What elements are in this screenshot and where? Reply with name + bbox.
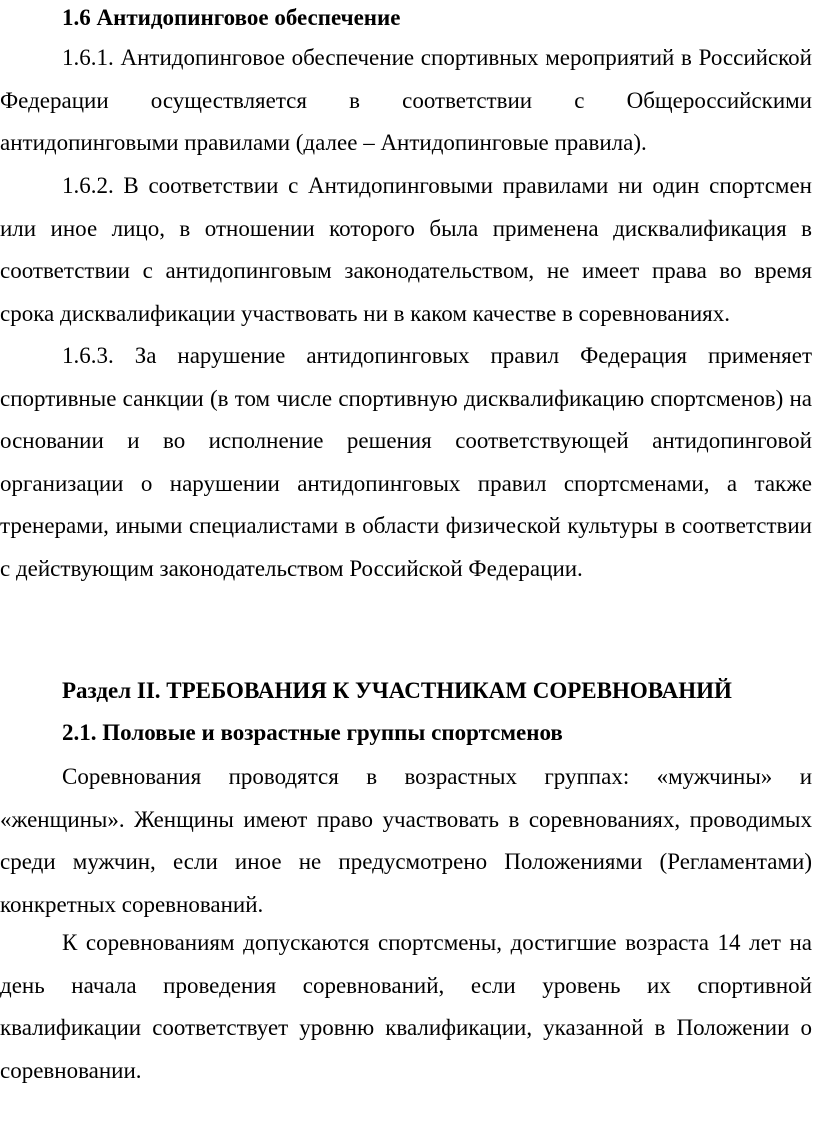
section-1-6-heading: 1.6 Антидопинговое обеспечение (62, 5, 401, 30)
section-2-heading: Раздел II. ТРЕБОВАНИЯ К УЧАСТНИКАМ СОРЕВНОВАНИЙ (62, 678, 732, 703)
paragraph-1-6-2: 1.6.2. В соответствии с Антидопинговыми правилами ни один спортсмен или иное лицо, в отношении которого была применена дисквалификация в соответствии с антидопинговым законодательством, не имеет права во время срока дисквалификации участвовать ни в каком качестве в соревнованиях. (0, 173, 812, 326)
paragraph-age-groups: Соревнования проводятся в возрастных группах: «мужчины» и «женщины». Женщины имеют право участвовать в соревнованиях, проводимых среди мужчин, если иное не предусмотрено Положениями (Регламентами) конкретных соревнований. (0, 764, 812, 917)
paragraph-admission: К соревнованиям допускаются спортсмены, достигшие возраста 14 лет на день начала проведения соревнований, если уровень их спортивной квалификации соответствует уровню квалификации, указанной в Положении о соревновании. (0, 930, 812, 1083)
subsection-2-1-heading: 2.1. Половые и возрастные группы спортсменов (62, 720, 563, 745)
paragraph-1-6-3: 1.6.3. За нарушение антидопинговых правил Федерация применяет спортивные санкции (в том числе спортивную дисквалификацию спортсменов) на основании и во исполнение решения соответствующей антидопинговой организации о нарушении антидопинговых правил спортсменами, а также тренерами, иными специалистами в области физической культуры в соответствии с действующим законодательством Российской Федерации. (0, 343, 812, 581)
paragraph-1-6-1: 1.6.1. Антидопинговое обеспечение спортивных мероприятий в Российской Федерации осуществляется в соответствии с Общероссийскими антидопинговыми правилами (далее – Антидопинговые правила). (0, 45, 812, 155)
